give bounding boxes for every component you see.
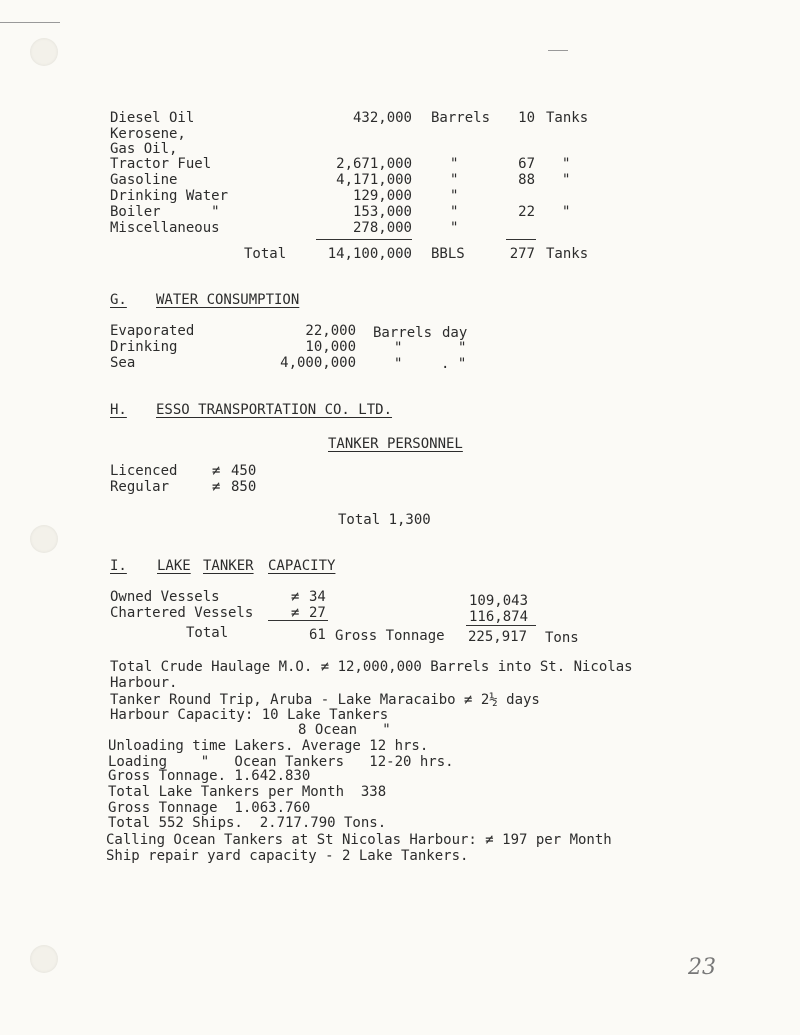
section-letter: G. bbox=[110, 292, 127, 308]
approx-sign: ≠ bbox=[212, 463, 221, 479]
total-rule-qty bbox=[316, 239, 412, 240]
row-unit: " bbox=[450, 188, 459, 204]
row-label: Diesel Oil bbox=[110, 110, 195, 126]
section-title-word: TANKER bbox=[203, 558, 254, 574]
page-number: 23 bbox=[688, 955, 716, 980]
row-tank-unit: " bbox=[562, 172, 571, 188]
personnel-total: Total 1,300 bbox=[338, 512, 431, 528]
row-label: Sea bbox=[110, 355, 136, 371]
row-label: Evaporated bbox=[110, 323, 195, 339]
note-line: Total Crude Haulage M.O. ≠ 12,000,000 Barrels into St. Nicolas bbox=[110, 659, 633, 675]
section-letter: H. bbox=[110, 402, 127, 418]
row-unit: " bbox=[450, 220, 459, 236]
row-value: 450 bbox=[231, 463, 257, 479]
row-label: Kerosene, bbox=[110, 126, 186, 142]
row-label: Drinking Water bbox=[110, 188, 229, 204]
note-line: 8 Ocean " bbox=[298, 722, 391, 738]
row-label: Chartered Vessels bbox=[110, 605, 254, 621]
row-label: Owned Vessels bbox=[110, 589, 220, 605]
row-tanks: 67 bbox=[518, 156, 535, 172]
section-title-word: LAKE bbox=[157, 558, 191, 574]
section-subtitle: TANKER PERSONNEL bbox=[328, 436, 463, 452]
note-line: Ship repair yard capacity - 2 Lake Tankers. bbox=[106, 848, 469, 864]
row-tank-unit: Tanks bbox=[546, 110, 589, 126]
count-underline bbox=[268, 620, 328, 621]
section-title: WATER CONSUMPTION bbox=[156, 292, 300, 308]
total-label: Total bbox=[244, 246, 287, 262]
row-label: Tractor Fuel bbox=[110, 156, 212, 172]
scan-mark bbox=[548, 50, 568, 51]
total-tanks: 277 bbox=[509, 246, 535, 262]
row-qty: 278,000 bbox=[352, 220, 412, 236]
row-count: 27 bbox=[309, 605, 326, 621]
row-label: Regular bbox=[110, 479, 170, 495]
row-unit2: . " bbox=[441, 356, 467, 372]
row-label: Licenced bbox=[110, 463, 178, 479]
note-line: Tanker Round Trip, Aruba - Lake Maracaibo ≠ 2½ days bbox=[110, 692, 540, 708]
punch-hole-middle bbox=[30, 525, 58, 553]
row-tanks: 22 bbox=[518, 204, 535, 220]
total-text: Gross Tonnage bbox=[335, 628, 445, 644]
row-label: Gas Oil, bbox=[110, 141, 178, 157]
total-tank-unit: Tanks bbox=[546, 246, 589, 262]
approx-sign: ≠ bbox=[291, 605, 300, 621]
total-unit: Tons bbox=[545, 630, 579, 646]
row-unit2: " bbox=[458, 340, 467, 356]
row-qty: 4,171,000 bbox=[336, 172, 412, 188]
row-unit: " bbox=[450, 204, 459, 220]
row-unit2: day bbox=[442, 325, 468, 341]
row-qty: 10,000 bbox=[305, 339, 356, 355]
row-tonnage: 109,043 bbox=[469, 593, 529, 609]
tonnage-underline bbox=[466, 625, 536, 626]
approx-sign: ≠ bbox=[212, 479, 221, 495]
total-tonnage: 225,917 bbox=[468, 629, 528, 645]
section-title-word: CAPACITY bbox=[268, 558, 336, 574]
scan-mark bbox=[0, 22, 60, 23]
row-unit: Barrels bbox=[431, 110, 491, 126]
note-line: Calling Ocean Tankers at St Nicolas Harbour: ≠ 197 per Month bbox=[106, 832, 612, 848]
row-label: Boiler " bbox=[110, 204, 220, 220]
row-unit: " bbox=[450, 156, 459, 172]
approx-sign: ≠ bbox=[291, 589, 300, 605]
row-qty: 153,000 bbox=[352, 204, 412, 220]
note-line: Gross Tonnage. 1.642.830 bbox=[108, 768, 311, 784]
row-qty: 22,000 bbox=[305, 323, 356, 339]
punch-hole-top bbox=[30, 38, 58, 66]
total-label: Total bbox=[186, 625, 229, 641]
row-unit: " bbox=[394, 340, 403, 356]
row-tank-unit: " bbox=[562, 204, 571, 220]
row-tanks: 10 bbox=[518, 110, 535, 126]
section-title: ESSO TRANSPORTATION CO. LTD. bbox=[156, 402, 393, 418]
note-line: Loading " Ocean Tankers 12-20 hrs. bbox=[108, 754, 454, 770]
total-qty: 14,100,000 bbox=[327, 246, 412, 262]
row-label: Drinking bbox=[110, 339, 178, 355]
note-line: Harbour Capacity: 10 Lake Tankers bbox=[110, 707, 389, 723]
note-line: Total Lake Tankers per Month 338 bbox=[108, 784, 387, 800]
row-count: 34 bbox=[309, 589, 326, 605]
row-tonnage: 116,874 bbox=[469, 609, 529, 625]
section-letter: I. bbox=[110, 558, 127, 574]
row-tanks: 88 bbox=[518, 172, 535, 188]
row-value: 850 bbox=[231, 479, 257, 495]
row-label: Miscellaneous bbox=[110, 220, 220, 236]
row-label: Gasoline bbox=[110, 172, 178, 188]
note-line: Gross Tonnage 1.063.760 bbox=[108, 800, 311, 816]
total-count: 61 bbox=[309, 627, 326, 643]
note-line: Harbour. bbox=[110, 675, 178, 691]
row-unit: " bbox=[450, 172, 459, 188]
row-qty: 129,000 bbox=[352, 188, 412, 204]
row-qty: 4,000,000 bbox=[280, 355, 356, 371]
total-unit: BBLS bbox=[431, 246, 465, 262]
row-qty: 432,000 bbox=[352, 110, 412, 126]
punch-hole-bottom bbox=[30, 945, 58, 973]
note-line: Total 552 Ships. 2.717.790 Tons. bbox=[108, 815, 387, 831]
note-line: Unloading time Lakers. Average 12 hrs. bbox=[108, 738, 429, 754]
row-unit: Barrels bbox=[373, 325, 433, 341]
row-qty: 2,671,000 bbox=[336, 156, 412, 172]
total-rule-tanks bbox=[506, 239, 536, 240]
row-unit: " bbox=[394, 356, 403, 372]
row-tank-unit: " bbox=[562, 156, 571, 172]
